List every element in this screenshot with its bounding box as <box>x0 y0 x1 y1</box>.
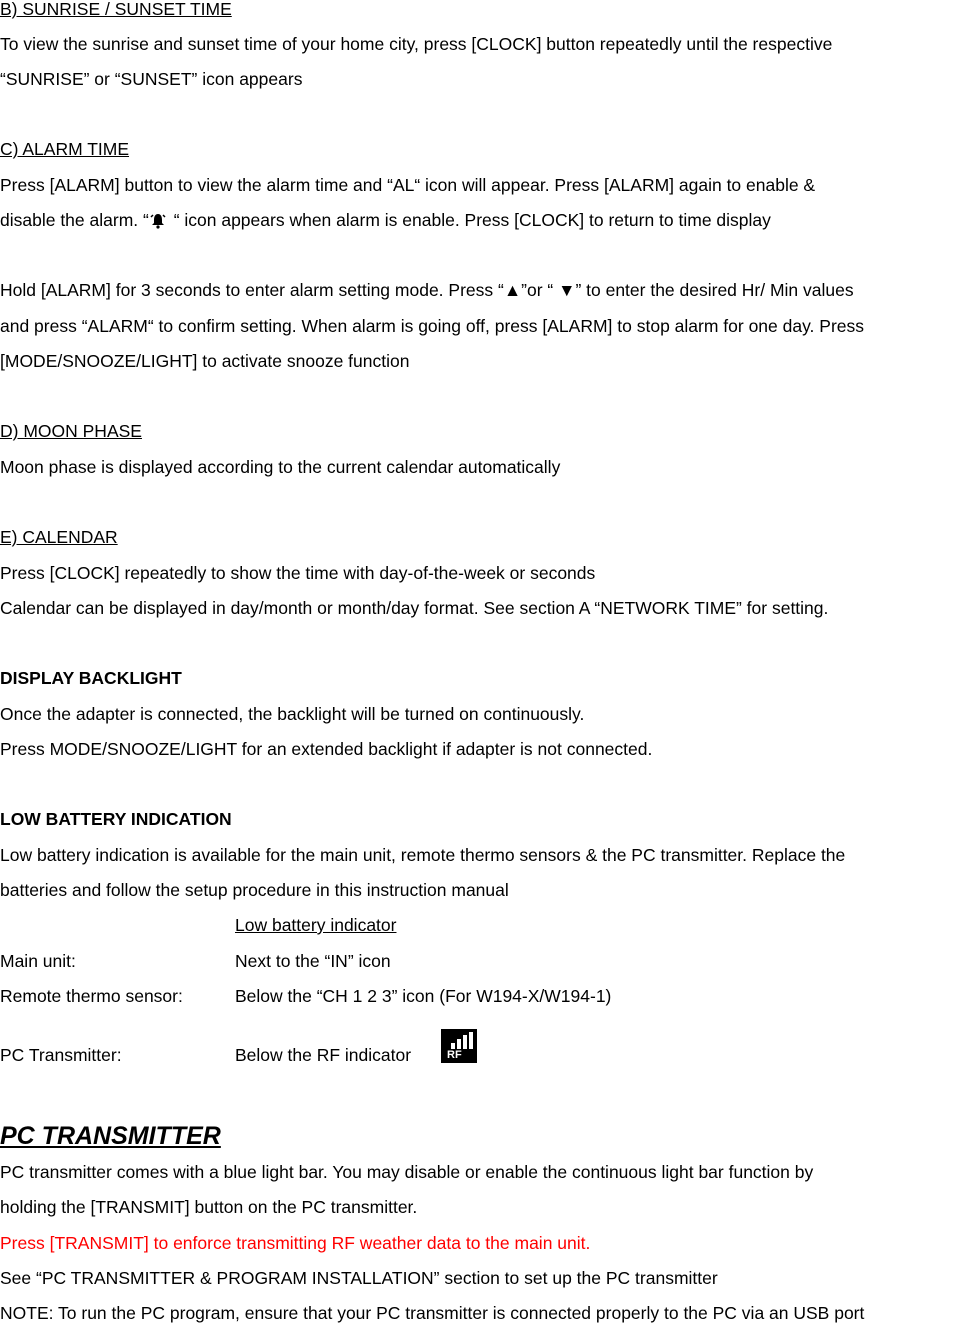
paragraph-line-with-icon <box>0 209 771 231</box>
section-heading-calendar: E) CALENDAR <box>0 527 118 547</box>
section-heading-backlight: DISPLAY BACKLIGHT <box>0 668 182 688</box>
table-row-value: Next to the “IN” icon <box>235 951 391 971</box>
table-header: Low battery indicator <box>235 915 397 935</box>
down-arrow-icon: ▼ <box>558 280 576 300</box>
paragraph-line: Low battery indication is available for the main unit, remote thermo sensors & the PC transmitter. Replace the <box>0 845 846 865</box>
paragraph-line: NOTE: To run the PC program, ensure that your PC transmitter is connected properly to the PC via an USB port <box>0 1303 865 1323</box>
section-heading-sunrise: B) SUNRISE / SUNSET TIME <box>0 0 232 19</box>
table-row-value: Below the “CH 1 2 3” icon (For W194-X/W194-1) <box>235 986 612 1006</box>
paragraph-line: Press [ALARM] button to view the alarm time and “AL“ icon will appear. Press [ALARM] again to enable & <box>0 175 816 195</box>
section-heading-battery: LOW BATTERY INDICATION <box>0 809 232 829</box>
text-fragment: ”or “ <box>521 280 559 300</box>
paragraph-line: To view the sunrise and sunset time of your home city, press [CLOCK] button repeatedly until the respective <box>0 34 833 54</box>
paragraph-line: Press [CLOCK] repeatedly to show the time with day-of-the-week or seconds <box>0 563 596 583</box>
table-row-label: Main unit: <box>0 951 76 971</box>
paragraph-line: Once the adapter is connected, the backlight will be turned on continuously. <box>0 704 585 724</box>
paragraph-line: batteries and follow the setup procedure in this instruction manual <box>0 880 509 900</box>
section-heading-moon: D) MOON PHASE <box>0 421 142 441</box>
paragraph-line: Calendar can be displayed in day/month or month/day format. See section A “NETWORK TIME” for setting. <box>0 598 829 618</box>
bell-icon <box>149 212 167 230</box>
paragraph-line: See “PC TRANSMITTER & PROGRAM INSTALLATION” section to set up the PC transmitter <box>0 1268 718 1288</box>
paragraph-line: Press MODE/SNOOZE/LIGHT for an extended backlight if adapter is not connected. <box>0 739 653 759</box>
paragraph-line: [MODE/SNOOZE/LIGHT] to activate snooze function <box>0 351 410 371</box>
paragraph-line: holding the [TRANSMIT] button on the PC transmitter. <box>0 1197 418 1217</box>
paragraph-line: and press “ALARM“ to confirm setting. When alarm is going off, press [ALARM] to stop alarm for one day. Press <box>0 316 865 336</box>
paragraph-line-with-symbols <box>0 279 854 301</box>
highlighted-paragraph-line: Press [TRANSMIT] to enforce transmitting RF weather data to the main unit. <box>0 1233 591 1253</box>
text-fragment: Hold [ALARM] for 3 seconds to enter alarm setting mode. Press “ <box>0 280 504 300</box>
paragraph-line: “SUNRISE” or “SUNSET” icon appears <box>0 69 303 89</box>
section-heading-alarm: C) ALARM TIME <box>0 139 130 159</box>
table-row-value-with-icon <box>235 1044 411 1066</box>
rf-signal-icon <box>441 1029 477 1063</box>
table-row-label: Remote thermo sensor: <box>0 986 183 1006</box>
paragraph-line: PC transmitter comes with a blue light bar. You may disable or enable the continuous light bar function by <box>0 1162 814 1182</box>
rf-label: RF <box>447 1049 462 1061</box>
table-row-label: PC Transmitter: <box>0 1045 122 1065</box>
table-row-value: Below the RF indicator <box>235 1045 412 1065</box>
text-fragment: “ icon appears when alarm is enable. Press [CLOCK] to return to time display <box>168 210 771 230</box>
paragraph-line: Moon phase is displayed according to the current calendar automatically <box>0 457 561 477</box>
section-heading-pc-transmitter: PC TRANSMITTER <box>0 1122 221 1150</box>
text-fragment: ” to enter the desired Hr/ Min values <box>575 280 854 300</box>
text-fragment: disable the alarm. “ <box>0 210 149 230</box>
up-arrow-icon: ▲ <box>503 280 522 300</box>
